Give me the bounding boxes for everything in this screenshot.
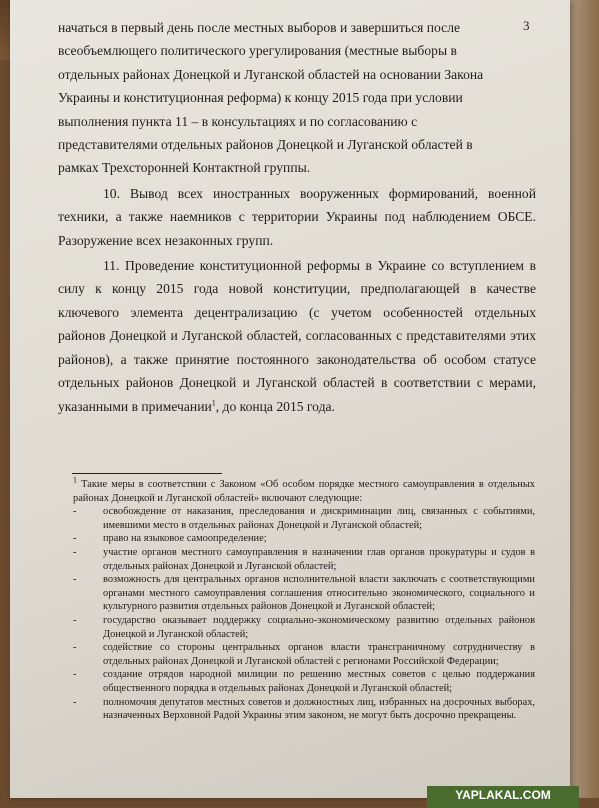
footnote-mark: 1 xyxy=(73,475,77,485)
footnote-intro-text: Такие меры в соответствии с Законом «Об особом порядке местного самоуправления в отдельных районах Донецкой и Луганской областей» включают следующие: xyxy=(73,479,535,504)
site-watermark: YAPLAKAL.COM xyxy=(427,786,579,808)
footnote-item-text: полномочия депутатов местных советов и должностных лиц, избранных на досрочных выборах, назначенных Верховной Радой Украины этим законом, не могут быть досрочно прекращены. xyxy=(103,696,535,722)
footnote-item-text: возможность для центральных органов исполнительной власти заключать с соответствующими органами местного самоуправления соглашения относительно экономического, социального и культурного развития отдельных районов Донецкой и Луганской областей; xyxy=(103,574,535,613)
footnote-dash: - xyxy=(73,696,77,708)
footnote-reference: 1 xyxy=(211,397,216,407)
document-page xyxy=(10,0,570,798)
footnote-item-text: государство оказывает поддержку социально-экономическому развитию отдельных районов Донецкой и Луганской областей; xyxy=(103,614,535,640)
paragraph-11 xyxy=(58,254,536,418)
footnote-item xyxy=(73,505,535,532)
footnote-dash: - xyxy=(73,669,77,681)
paragraph-11-end: , до конца 2015 года. xyxy=(215,398,335,414)
text-line: Украины и конституционная реформа) к концу 2015 года при условии xyxy=(58,90,463,106)
text-line: отдельных районах Донецкой и Луганской областей на основании Закона xyxy=(58,66,484,82)
main-text xyxy=(58,16,536,418)
footnote-dash: - xyxy=(73,546,77,558)
footnote-item-text: создание отрядов народной милиции по решению местных советов с целью поддержания общественного порядка в отдельных районах Донецкой и Луганской областей; xyxy=(103,669,535,694)
footnotes xyxy=(73,475,535,723)
footnote-item-text: участие органов местного самоуправления в назначении глав органов прокуратуры и судов в отдельных районах Донецкой и Луганской областей; xyxy=(103,546,535,572)
footnote-item xyxy=(73,573,535,614)
footnote-intro xyxy=(73,475,535,505)
footnote-dash: - xyxy=(73,642,77,654)
footnote-dash: - xyxy=(73,533,77,545)
footnote-item xyxy=(73,641,535,668)
footnote-item-text: содействие со стороны центральных органов власти трансграничному сотрудничеству в отдельных районах Донецкой и Луганской областей с регионами Российской Федерации; xyxy=(103,642,535,667)
footnote-item xyxy=(73,696,535,723)
footnote-item-text: право на языковое самоопределение; xyxy=(103,533,267,545)
text-line: рамках Трехсторонней Контактной группы. xyxy=(58,160,311,176)
footnote-item xyxy=(73,668,535,695)
paragraph-continued xyxy=(58,16,536,180)
paragraph-11-text: 11. Проведение конституционной реформы в Украине со вступлением в силу к концу 2015 года новой конституции, предполагающей в качестве ключевого элемента децентрализацию (с учетом особенностей отдельных районов Донецкой и Луганской областей, согласованных с представителями этих районов), а также принятие постоянного законодательства об особом статусе отдельных районов Донецкой и Луганской областей в соответствии с мерами, указанными в примечании xyxy=(58,258,536,414)
footnote-dash: - xyxy=(73,574,77,586)
footnote-dash: - xyxy=(73,506,77,518)
footnote-item xyxy=(73,614,535,641)
footnote-item xyxy=(73,532,535,546)
paragraph-10: 10. Вывод всех иностранных вооруженных формирований, военной техники, а также наемников с территории Украины под наблюдением ОБСЕ. Разоружение всех незаконных групп. xyxy=(58,185,536,248)
page-number: 3 xyxy=(523,18,530,33)
footnote-separator xyxy=(72,473,222,474)
footnote-item-text: освобождение от наказания, преследования и дискриминации лиц, связанных с событиями, имевшими место в отдельных районах Донецкой и Луганской областей; xyxy=(103,506,535,531)
text-line: представителями отдельных районов Донецкой и Луганской областей в xyxy=(58,137,473,153)
text-line: выполнения пункта 11 – в консультациях и по согласованию с xyxy=(58,113,418,129)
text-line: всеобъемлющего политического урегулирования (местные выборы в xyxy=(58,43,457,59)
footnote-item xyxy=(73,546,535,573)
footnote-dash: - xyxy=(73,614,77,626)
text-line: начаться в первый день после местных выборов и завершиться после xyxy=(58,20,461,35)
